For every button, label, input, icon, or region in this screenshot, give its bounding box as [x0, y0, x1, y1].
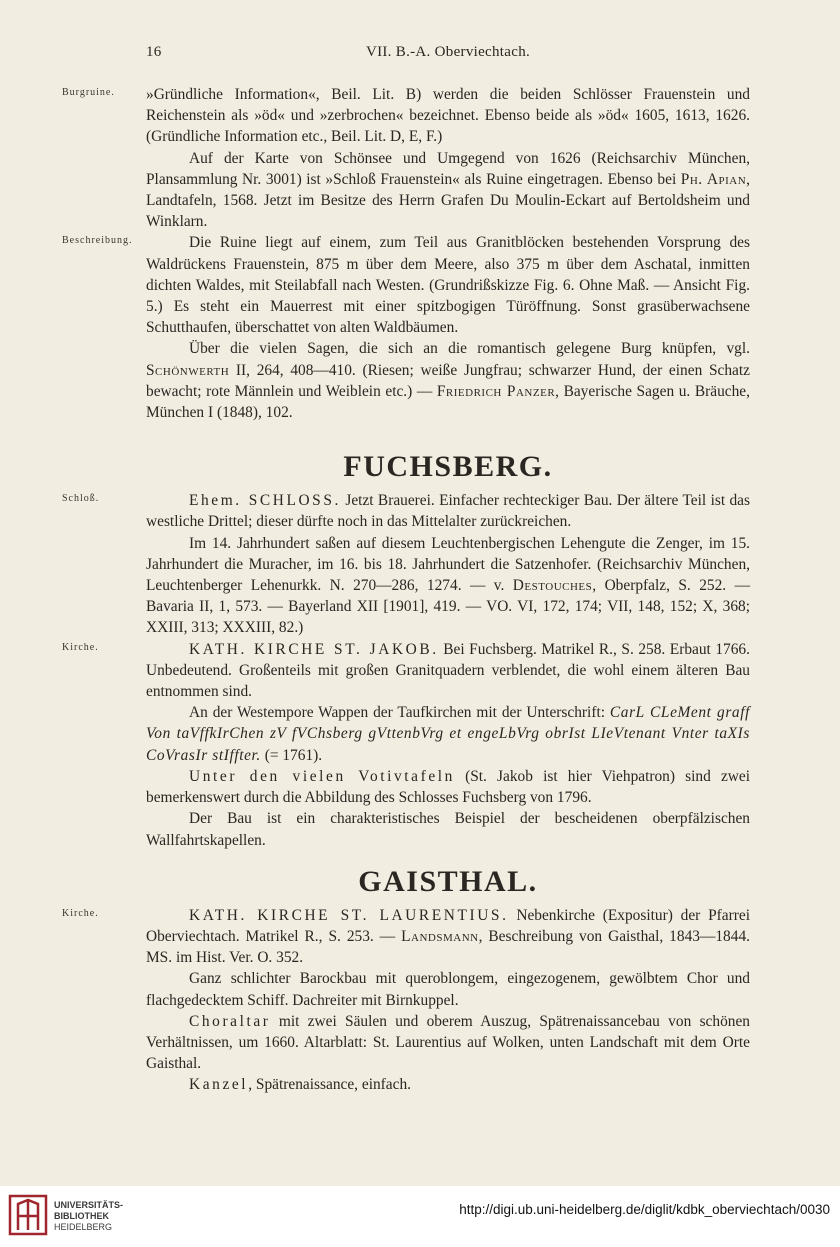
- paragraph: Ehem. SCHLOSS. Jetzt Brauerei. Einfacher rechteckiger Bau. Der ältere Teil ist das westliche Drittel; dieser dürfte noch in das Mittelalter zurückreichen.: [146, 492, 750, 531]
- author-name: Schönwerth: [146, 361, 230, 379]
- entry-lead: Ehem. SCHLOSS.: [189, 492, 341, 510]
- author-name: Landsmann: [401, 927, 479, 945]
- entry-lead: KATH. KIRCHE ST. JAKOB.: [189, 640, 439, 658]
- heading-fuchsberg: FUCHSBERG.: [343, 450, 553, 484]
- section-fuchsberg-kirche: [62, 639, 751, 851]
- page-body: [62, 84, 751, 1096]
- paragraph: Auf der Karte von Schönsee und Umgegend von 1626 (Reichsarchiv München, Plansammlung Nr. 3001) ist »Schloß Frauenstein« als Ruine eingetragen. Ebenso bei Ph. Apian, Landtafeln, 1568. Jetzt im Besitze des Herrn Grafen Du Moulin-Eckart auf Bertoldsheim und Winklarn.: [146, 149, 750, 231]
- paragraph: Kanzel, Spätrenaissance, einfach.: [189, 1076, 411, 1094]
- author-name: Destouches: [512, 577, 593, 595]
- running-head: [146, 44, 750, 66]
- library-name-line: HEIDELBERG: [54, 1222, 113, 1232]
- section-fuchsberg-schloss: [62, 490, 750, 638]
- author-name: Friedrich Panzer: [436, 382, 556, 400]
- inscription: CarL CLeMent graff Von taVffkIrChen zV fVChsberg gVttenbVrg et engeLbVrg obrIst LIeVtenant Vnter taXIs CoVrasIr stIffter.: [146, 704, 750, 764]
- university-logo-icon[interactable]: [8, 1194, 48, 1236]
- paragraph: Im 14. Jahrhundert saßen auf diesem Leuchtenbergischen Lehengute die Zenger, im 15. Jahrhundert die Muracher, im 16. bis 18. Jahrhundert die Satzenhofer. (Reichsarchiv München, Leuchtenberger Lehenurkk. N. 270—286, 1274. — v. Destouches, Oberpfalz, S. 252. — Bavaria II, 1, 573. — Bayerland XII [1901], 419. — VO. VI, 172, 174; VII, 148, 152; X, 368; XXIII, 313; XXXIII, 82.): [146, 534, 750, 637]
- entry-lead: Choraltar: [189, 1012, 271, 1030]
- margin-note-kirche: Kirche.: [62, 641, 99, 653]
- paragraph: Über die vielen Sagen, die sich an die romantisch gelegene Burg knüpfen, vgl. Schönwerth II, 264, 408—410. (Riesen; weiße Jungfrau; schwarzer Hund, der einen Schatz bewacht; rote Männlein und Weiblein etc.) — Friedrich Panzer, Bayerische Sagen u. Bräuche, München I (1848), 102.: [146, 340, 750, 422]
- paragraph: Choraltar mit zwei Säulen und oberem Auszug, Spätrenaissancebau von schönen Verhältnissen, um 1660. Altarblatt: St. Laurentius auf Wolken, unten Landschaft mit dem Orte Gaisthal.: [146, 1012, 750, 1073]
- section-burgruine: [62, 84, 750, 232]
- author-name: Ph. Apian: [680, 170, 747, 188]
- paragraph: Ganz schlichter Barockbau mit queroblongem, eingezogenem, gewölbtem Chor und flachgedecktem Schiff. Dachreiter mit Birnkuppel.: [146, 970, 750, 1009]
- library-name-line: UNIVERSITÄTS-: [54, 1200, 124, 1210]
- library-name[interactable]: [54, 1200, 174, 1233]
- entry-lead: Unter den vielen Votivtafeln: [189, 767, 455, 785]
- paragraph: An der Westempore Wappen der Taufkirchen mit der Unterschrift: CarL CLeMent graff Von taVffkIrChen zV fVChsberg gVttenbVrg et engeLbVrg obrIst LIeVtenant Vnter taXIs CoVrasIr stIffter. (= 1761).: [146, 704, 750, 764]
- margin-note-kirche: Kirche.: [62, 907, 99, 919]
- margin-note-burgruine: Burgruine.: [62, 87, 115, 98]
- source-url[interactable]: http://digi.ub.uni-heidelberg.de/diglit/kdbk_oberviechtach/0030: [459, 1202, 830, 1217]
- running-title: VII. B.-A. Oberviechtach.: [365, 44, 531, 60]
- paragraph: Die Ruine liegt auf einem, zum Teil aus Granitblöcken bestehenden Vorsprung des Waldrückens Frauenstein, 875 m über dem Meere, also 375 m über dem Aschatal, inmitten dichten Waldes, mit Steilabfall nach Westen. (Grundrißskizze Fig. 6. Ohne Maß. — Ansicht Fig. 5.) Es steht ein Mauerrest mit einer spitzbogigen Türöffnung. Sonst grasüberwachsene Schutthaufen, überschattet von alten Waldbäumen.: [146, 234, 750, 337]
- paragraph: Der Bau ist ein charakteristisches Beispiel der bescheidenen oberpfälzischen Wallfahrtskapellen.: [146, 810, 750, 849]
- paragraph: KATH. KIRCHE ST. LAURENTIUS. Nebenkirche (Expositur) der Pfarrei Oberviechtach. Matrikel R., S. 253. — Landsmann, Beschreibung von Gaisthal, 1843—1844. MS. im Hist. Ver. O. 352.: [146, 906, 750, 967]
- entry-lead: KATH. KIRCHE ST. LAURENTIUS.: [189, 906, 509, 924]
- heading-gaisthal: GAISTHAL.: [358, 864, 538, 898]
- section-gaisthal-kirche: [62, 905, 750, 1096]
- section-beschreibung: [62, 232, 750, 423]
- footer-bar: [0, 1186, 840, 1247]
- margin-note-beschreibung: Beschreibung.: [62, 235, 133, 247]
- entry-lead: Kanzel: [189, 1076, 249, 1094]
- page-number: 16: [146, 44, 162, 60]
- margin-note-schloss: Schloß.: [62, 493, 100, 505]
- library-name-line: BIBLIOTHEK: [54, 1211, 109, 1221]
- paragraph: Unter den vielen Votivtafeln (St. Jakob ist hier Viehpatron) sind zwei bemerkenswert durch die Abbildung des Schlosses Fuchsberg von 1796.: [146, 767, 751, 807]
- paragraph: KATH. KIRCHE ST. JAKOB. Bei Fuchsberg. Matrikel R., S. 258. Erbaut 1766. Unbedeutend. Großenteils mit großen Granitquadern verblendet, die wohl einem älteren Bau entnommen sind.: [146, 640, 750, 701]
- paragraph: »Gründliche Information«, Beil. Lit. B) werden die beiden Schlösser Frauenstein und Reichenstein als »öd« und »zerbrochen« bezeichnet. Ebenso beide als »öd« 1605, 1613, 1626. (Gründliche Information etc., Beil. Lit. D, E, F.): [146, 86, 750, 146]
